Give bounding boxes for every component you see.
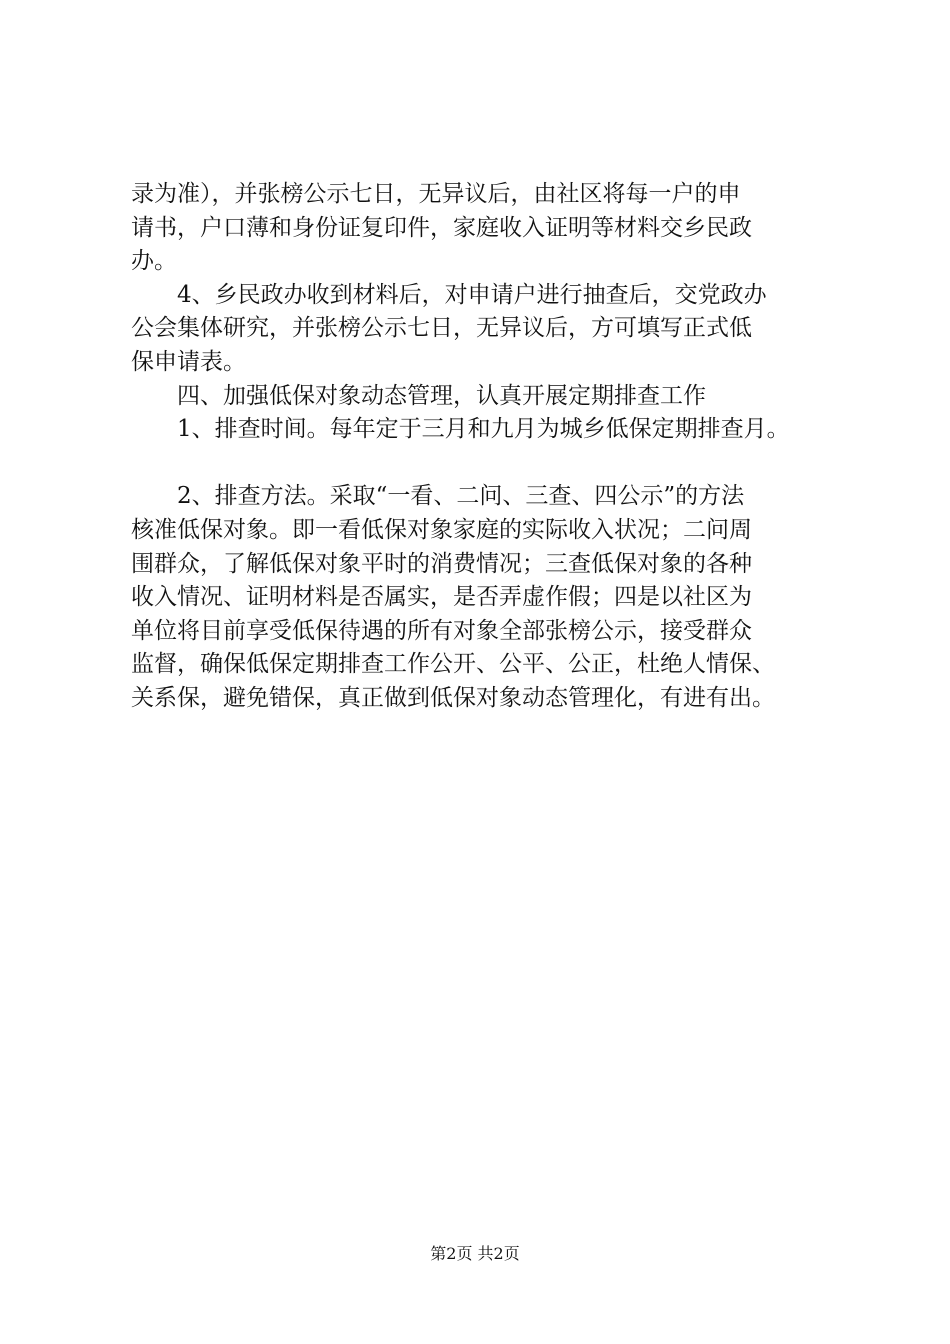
body-line-13: 单位将目前享受低保待遇的所有对象全部张榜公示，接受群众 — [131, 617, 752, 644]
body-line-12: 收入情况、证明材料是否属实，是否弄虚作假；四是以社区为 — [131, 584, 752, 611]
document-body — [131, 178, 843, 716]
body-line-8: 1、排查时间。每年定于三月和九月为城乡低保定期排查月。 — [177, 416, 790, 443]
body-line-2: 请书，户口薄和身份证复印件，家庭收入证明等材料交乡民政 — [131, 214, 752, 241]
body-line-15: 关系保，避免错保，真正做到低保对象动态管理化，有进有出。 — [131, 684, 775, 711]
paragraph-spacer — [131, 447, 843, 481]
body-line-14: 监督，确保低保定期排查工作公开、公平、公正，杜绝人情保、 — [131, 651, 775, 678]
body-line-11: 围群众，了解低保对象平时的消费情况；三查低保对象的各种 — [131, 550, 752, 577]
body-line-4: 4、乡民政办收到材料后，对申请户进行抽查后，交党政办 — [177, 281, 767, 308]
body-line-1: 录为准），并张榜公示七日，无异议后，由社区将每一户的申 — [131, 181, 741, 207]
body-line-9: 2、排查方法。采取“一看、二问、三查、四公示”的方法 — [177, 483, 745, 510]
page-number-footer: 第2页 共2页 — [430, 1244, 520, 1263]
body-line-6: 保申请表。 — [131, 348, 246, 375]
body-line-10: 核准低保对象。即一看低保对象家庭的实际收入状况；二问周 — [131, 516, 752, 543]
body-line-3: 办。 — [131, 248, 177, 275]
body-line-5: 公会集体研究，并张榜公示七日，无异议后，方可填写正式低 — [131, 315, 752, 342]
section-heading: 四、加强低保对象动态管理，认真开展定期排查工作 — [177, 382, 706, 409]
